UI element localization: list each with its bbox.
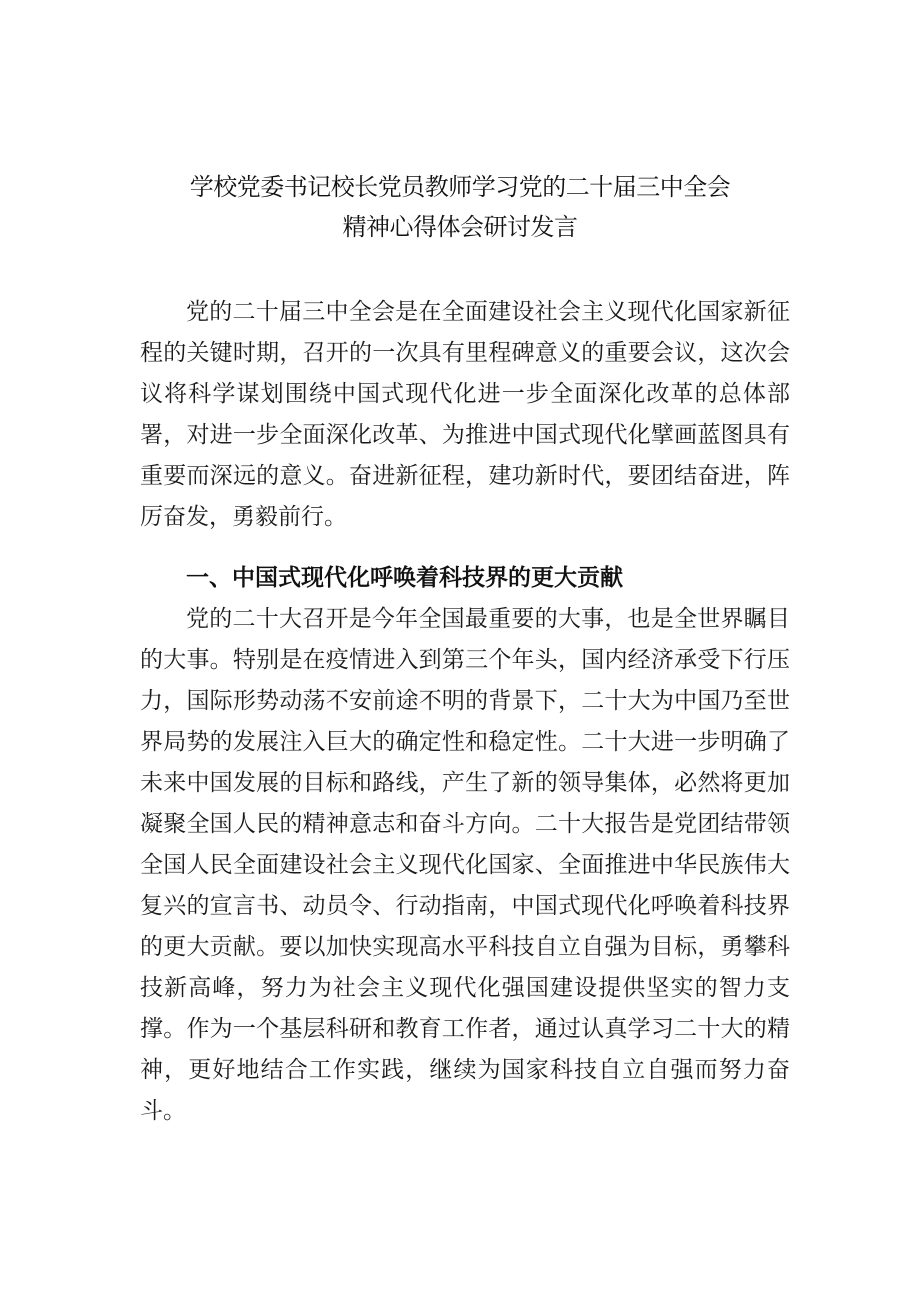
paragraph-section-1: 党的二十大召开是今年全国最重要的大事，也是全世界瞩目的大事。特别是在疫情进入到第三个年头，国内经济承受下行压力，国际形势动荡不安前途不明的背景下，二十大为中国乃至世界局势的发展注入巨大的确定性和稳定性。二十大进一步明确了未来中国发展的目标和路线，产生了新的领导集体，必然将更加凝聚全国人民的精神意志和奋斗方向。二十大报告是党团结带领全国人民全面建设社会主义现代化国家、全面推进中华民族伟大复兴的宣言书、动员令、行动指南，中国式现代化呼唤着科技界的更大贡献。要以加快实现高水平科技自立自强为目标，勇攀科技新高峰，努力为社会主义现代化强国建设提供坚实的智力支撑。作为一个基层科研和教育工作者，通过认真学习二十大的精神，更好地结合工作实践，继续为国家科技自立自强而努力奋斗。 [140,606,790,1124]
section-heading-1: 一、中国式现代化呼唤着科技界的更大贡献 [186,565,623,591]
paragraph-intro: 党的二十届三中全会是在全面建设社会主义现代化国家新征程的关键时期，召开的一次具有里程碑意义的重要会议，这次会议将科学谋划围绕中国式现代化进一步全面深化改革的总体部署，对进一步全面深化改革、为推进中国式现代化擘画蓝图具有重要而深远的意义。奋进新征程，建功新时代，要团结奋进，阵厉奋发，勇毅前行。 [140,299,790,530]
document-title-line-2: 精神心得体会研讨发言 [342,213,578,241]
document-title-line-1: 学校党委书记校长党员教师学习党的二十届三中全会 [189,173,731,201]
